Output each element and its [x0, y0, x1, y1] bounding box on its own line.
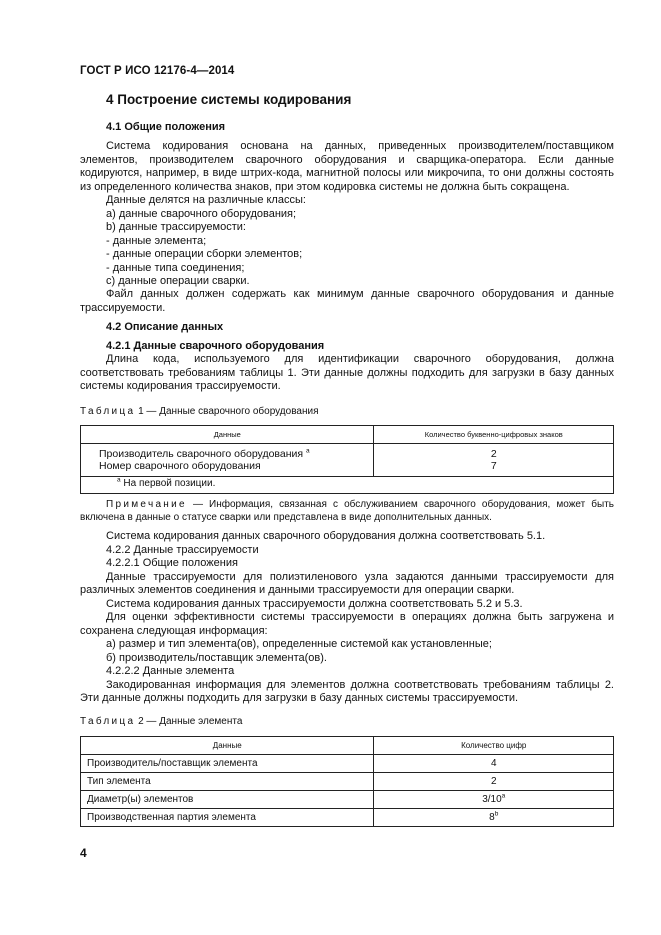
table-footnote-row [81, 477, 614, 494]
table-row [81, 755, 614, 773]
caption-prefix: Таблица [80, 716, 136, 727]
subsection-4-2-2-1-title: 4.2.2.1 Общие положения [106, 557, 238, 569]
note-label: Примечание [106, 499, 187, 510]
paragraph-data-file [80, 288, 614, 315]
cell-text: 2 [490, 448, 497, 460]
paragraph-element-coding [80, 679, 614, 706]
cell-text: 3/10 [482, 794, 502, 805]
list-item: Данные делятся на различные классы: [106, 194, 306, 206]
footnote-text: На первой позиции. [120, 478, 216, 489]
footnote-mark: а [117, 476, 121, 484]
paragraph-code-length [80, 353, 614, 394]
list-item: c) данные операции сварки. [106, 275, 250, 287]
paragraph-text: Файл данных должен содержать как минимум данные сварочного оборудования и данные трассируемости. [80, 288, 614, 314]
value-cell [374, 444, 614, 477]
value-cell [374, 809, 614, 827]
cell-text: 2 [490, 776, 497, 787]
paragraph-text: Система кодирования основана на данных, приведенных производителем/поставщиком элементов, производителем сварочного оборудования и сварщика-оператора. Если данные кодируются, например, в виде штрих-кода, магнитной полосы или микрочипа, то они должны состоять из определенного количества знаков, при этом кодировка системы не должна быть сокращена. [80, 140, 614, 193]
table-welding-equipment [80, 425, 614, 494]
paragraph-text: Для оценки эффективности системы трассируемости в операциях должна быть загружена и сохранена следующая информация: [80, 611, 614, 637]
document-header: ГОСТ Р ИСО 12176-4—2014 [80, 65, 235, 77]
table-row [81, 809, 614, 827]
footnote-ref: а [501, 792, 506, 800]
cell-text: Номер сварочного оборудования [99, 460, 261, 472]
caption-prefix: Таблица [80, 406, 136, 417]
cell-text: 7 [490, 460, 497, 472]
column-header-data: Данные [81, 737, 374, 755]
section-title: 4 Построение системы кодирования [106, 92, 352, 107]
paragraph-evaluation [80, 611, 614, 638]
paragraph-text: Данные трассируемости для полиэтиленового узла задаются данными трассируемости для различных элементов соединения и данными трассируемости для операции сварки. [80, 570, 614, 596]
note [80, 499, 614, 524]
column-header-data: Данные [81, 426, 374, 444]
footnote-ref: а [305, 447, 310, 455]
column-header-count: Количество буквенно-цифровых знаков [374, 426, 614, 444]
subsection-4-2-2-2-title: 4.2.2.2 Данные элемента [106, 665, 235, 677]
value-cell [374, 773, 614, 791]
table2-caption [80, 716, 242, 727]
column-header-count: Количество цифр [374, 737, 614, 755]
subsection-4-2-1-title: 4.2.1 Данные сварочного оборудования [106, 340, 325, 352]
table-row [81, 444, 614, 477]
note-text: — Информация, связанная с обслуживанием сварочного оборудования, может быть включена в данные о статусе сварки или представлена в виде дополнительных данных. [80, 499, 614, 523]
paragraph-coding-system [80, 140, 614, 194]
data-cell: Диаметр(ы) элементов [81, 791, 374, 809]
table-footnote [81, 477, 614, 494]
caption-text: 1 — Данные сварочного оборудования [135, 406, 319, 417]
table-element-data [80, 736, 614, 827]
table-row [81, 791, 614, 809]
list-item: а) размер и тип элемента(ов), определенные системой как установленные; [106, 638, 492, 650]
cell-text: 4 [490, 758, 497, 769]
subsection-4-2-title: 4.2 Описание данных [106, 321, 224, 333]
data-cell: Производитель/поставщик элемента [81, 755, 374, 773]
list-item: - данные операции сборки элементов; [106, 248, 303, 260]
list-item: a) данные сварочного оборудования; [106, 207, 297, 220]
data-cell: Тип элемента [81, 773, 374, 791]
table-row [81, 773, 614, 791]
list-item: - данные элемента; [106, 234, 207, 247]
subsection-4-2-2-title: 4.2.2 Данные трассируемости [106, 543, 259, 556]
footnote-ref: b [494, 810, 499, 818]
value-cell [374, 755, 614, 773]
cell-text: Производитель сварочного оборудования [99, 448, 304, 460]
caption-text: 2 — Данные элемента [135, 716, 243, 727]
data-cell [81, 444, 374, 477]
paragraph-text: Длина кода, используемого для идентификации сварочного оборудования, должна соответствовать требованиям таблицы 1. Эти данные должны подходить для загрузки в базу данных системы кодирования трассируемости. [80, 353, 614, 392]
table1-caption [80, 406, 319, 417]
page-number: 4 [80, 846, 87, 860]
data-cell: Производственная партия элемента [81, 809, 374, 827]
paragraph-line: Система кодирования данных сварочного оборудования должна соответствовать 5.1. [106, 530, 546, 542]
paragraph-line: Система кодирования данных трассируемости должна соответствовать 5.2 и 5.3. [106, 597, 523, 610]
list-item: б) производитель/поставщик элемента(ов). [106, 651, 327, 664]
list-item: b) данные трассируемости: [106, 221, 246, 233]
list-item: - данные типа соединения; [106, 261, 245, 274]
paragraph-traceability [80, 571, 614, 598]
cell-text: 8 [489, 812, 495, 823]
subsection-4-1-title: 4.1 Общие положения [106, 121, 226, 133]
value-cell [374, 791, 614, 809]
paragraph-text: Закодированная информация для элементов должна соответствовать требованиям таблицы 2. Эти данные должны подходить для загрузки в базу данных системы трассируемости. [80, 678, 614, 704]
